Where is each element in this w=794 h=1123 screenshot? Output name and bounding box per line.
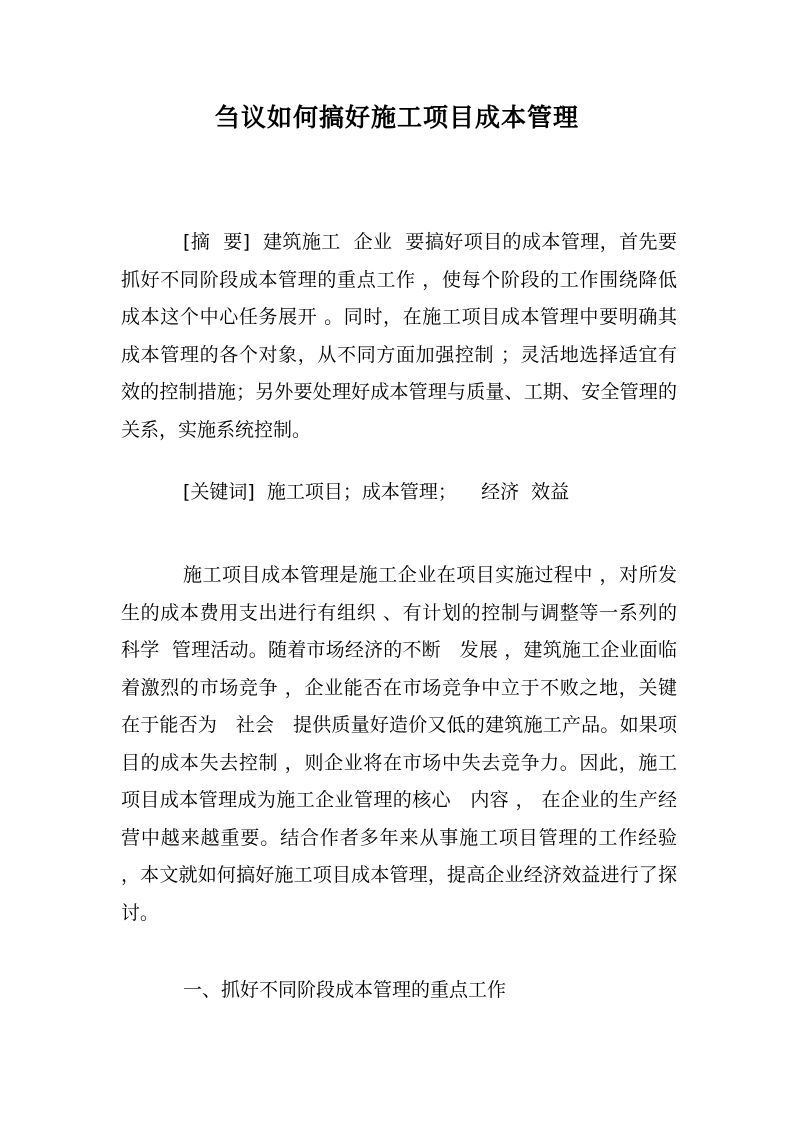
body-paragraph: 施工项目成本管理是施工企业在项目实施过程中 ，对所发生的成本费用支出进行有组织 、有计划的控制与调整等一系列的 科学 管理活动。随着市场经济的不断 发展 ，建筑施工企业面临着激烈的市场竞争 ，企业能否在市场竞争中立于不败之地，关键在于能否为 社会 提供质量好造价又低的建筑施工产品。如果项目的成本失去控制 ，则企业将在市场中失去竞争力。因此，施工项目成本管理成为施工企业管理的核心 内容 ， 在企业的生产经营中越来越重要。结合作者多年来从事施工项目管理的工作经验 ，本文就如何搞好施工项目成本管理，提高企业经济效益进行了探讨。 xyxy=(121,564,690,924)
section-heading: 一、抓好不同阶段成本管理的重点工作 xyxy=(183,979,507,1001)
document-title: 刍议如何搞好施工项目成本管理 xyxy=(214,103,579,132)
abstract-paragraph: [摘 要] 建筑施工 企业 要搞好项目的成本管理，首先要抓好不同阶段成本管理的重点工作 ，使每个阶段的工作围绕降低成本这个中心任务展开 。同时，在施工项目成本管理中要明确其成本管理的各个对象，从不同方面加强控制 ；灵活地选择适宜有效的控制措施；另外要处理好成本管理与质量、工期、安全管理的关系，实施系统控制。 xyxy=(121,231,677,441)
keywords-line: [关键词] 施工项目；成本管理； 经济 效益 xyxy=(183,481,570,503)
